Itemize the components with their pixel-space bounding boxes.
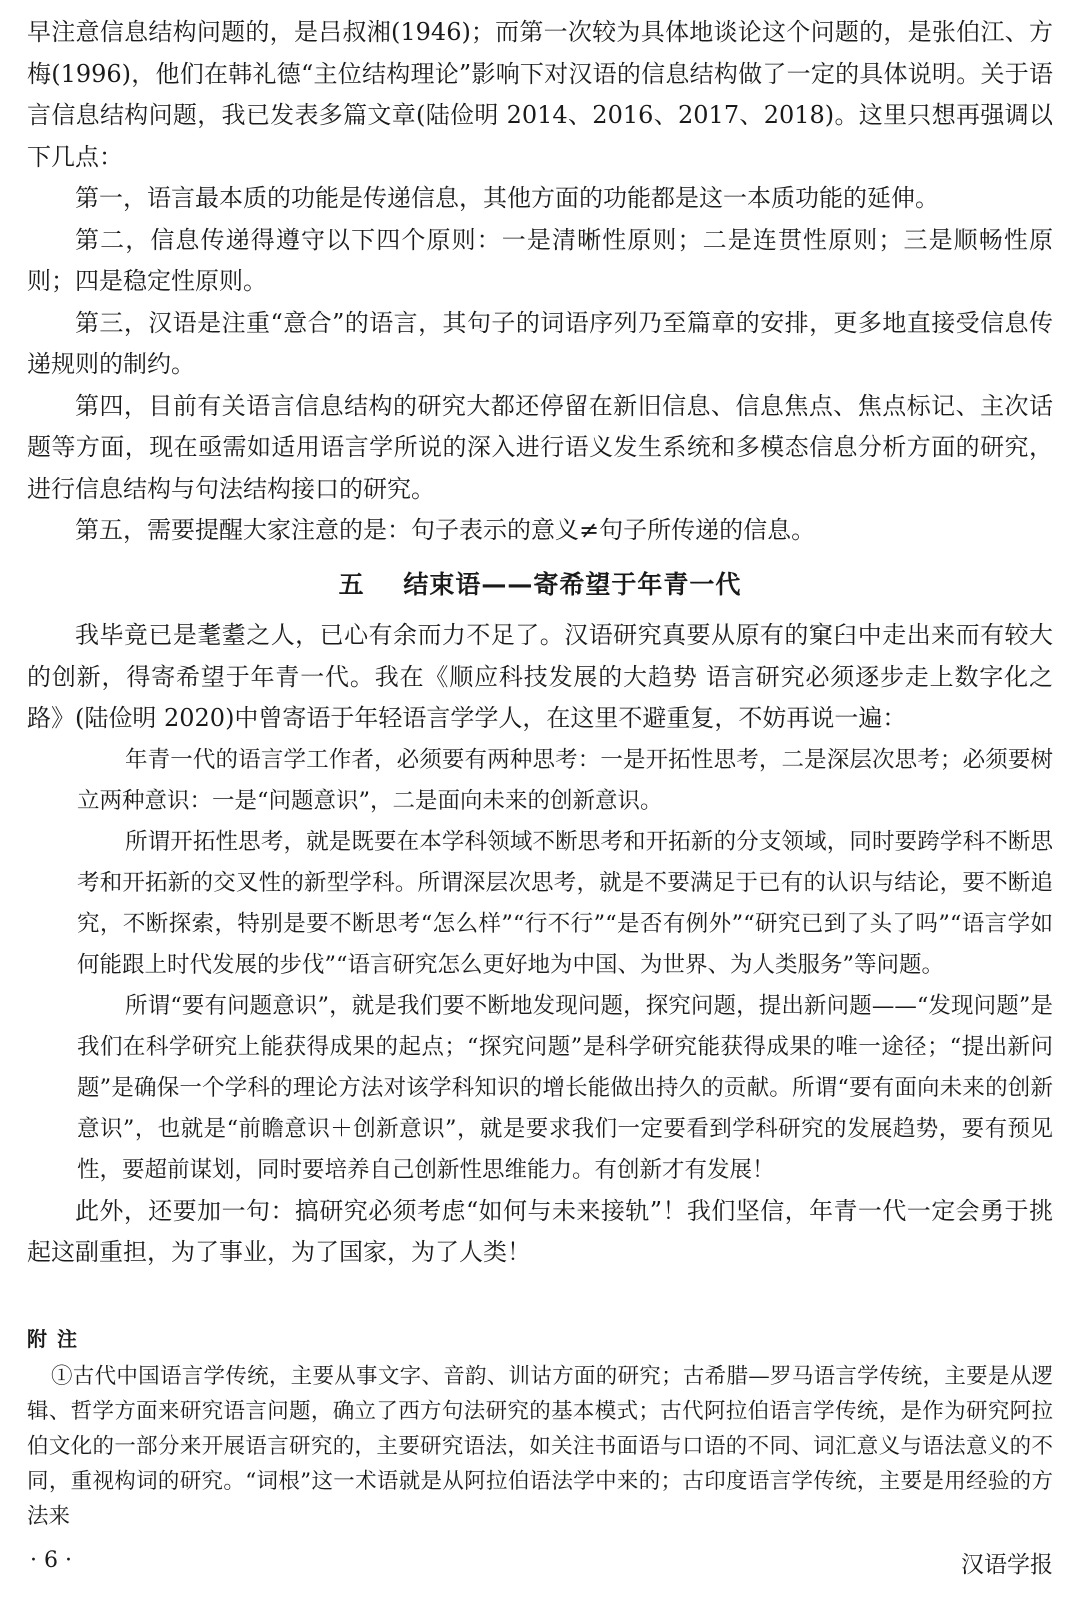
point-one: 第一，语言最本质的功能是传递信息，其他方面的功能都是这一本质功能的延伸。 [75, 184, 939, 212]
quote-paragraph-3: 所谓“要有问题意识”，就是我们要不断地发现问题，探究问题，提出新问题——“发现问题”是我们在科学研究上能获得成果的起点；“探究问题”是科学研究能获得成果的唯一途径；“提出新问题”是确保一个学科的理论方法对该学科知识的增长能做出持久的贡献。所谓“要有面向未来的创新意识”，也就是“前瞻意识＋创新意识”，就是要求我们一定要看到学科研究的发展趋势，要有预见性，要超前谋划，同时要培养自己创新性思维能力。有创新才有发展！ [77, 992, 1053, 1183]
footnotes [27, 1322, 1053, 1534]
point-three: 第三，汉语是注重“意合”的语言，其句子的词语序列乃至篇章的安排，更多地直接受信息传递规则的制约。 [27, 308, 1053, 378]
quote-paragraph-1: 年青一代的语言学工作者，必须要有两种思考：一是开拓性思考，二是深层次思考；必须要树立两种意识：一是“问题意识”，二是面向未来的创新意识。 [77, 746, 1053, 814]
section-number: 五 [338, 569, 365, 599]
section-heading [27, 564, 1053, 606]
note-1: ①古代中国语言学传统，主要从事文字、音韵、训诂方面的研究；古希腊—罗马语言学传统，主要是从逻辑、哲学方面来研究语言问题，确立了西方句法研究的基本模式；古代阿拉伯语言学传统，是作为研究阿拉伯文化的一部分来开展语言研究的，主要研究语法，如关注书面语与口语的不同、词汇意义与语法意义的不同，重视构词的研究。“词根”这一术语就是从阿拉伯语法学中来的；古印度语言学传统，主要是用经验的方法来 [27, 1364, 1053, 1529]
conclusion-intro: 我毕竟已是耄耋之人，已心有余而力不足了。汉语研究真要从原有的窠臼中走出来而有较大的创新，得寄希望于年青一代。我在《顺应科技发展的大趋势 语言研究必须逐步走上数字化之路》(陆俭明 2020)中曾寄语于年轻语言学学人，在这里不避重复，不妨再说一遍： [27, 621, 1053, 732]
journal-name: 汉语学报 [961, 1552, 1053, 1578]
conclusion-final: 此外，还要加一句：搞研究必须考虑“如何与未来接轨”！我们坚信，年青一代一定会勇于挑起这副重担，为了事业，为了国家，为了人类！ [27, 1196, 1053, 1266]
point-five: 第五，需要提醒大家注意的是：句子表示的意义≠句子所传递的信息。 [75, 516, 816, 544]
paragraph-continued: 早注意信息结构问题的，是吕叔湘(1946)；而第一次较为具体地谈论这个问题的，是张伯江、方梅(1996)，他们在韩礼德“主位结构理论”影响下对汉语的信息结构做了一定的具体说明。关于语言信息结构问题，我已发表多篇文章(陆俭明 2014、2016、2017、2018)。这里只想再强调以下几点： [27, 18, 1053, 171]
notes-heading: 附注 [27, 1327, 87, 1351]
quote-paragraph-2: 所谓开拓性思考，就是既要在本学科领域不断思考和开拓新的分支领域，同时要跨学科不断思考和开拓新的交叉性的新型学科。所谓深层次思考，就是不要满足于已有的认识与结论，要不断追究，不断探索，特别是要不断思考“怎么样”“行不行”“是否有例外”“研究已到了头了吗”“语言学如何能跟上时代发展的步伐”“语言研究怎么更好地为中国、为世界、为人类服务”等问题。 [77, 828, 1053, 978]
point-four: 第四，目前有关语言信息结构的研究大都还停留在新旧信息、信息焦点、焦点标记、主次话题等方面，现在亟需如适用语言学所说的深入进行语义发生系统和多模态信息分析方面的研究，进行信息结构与句法结构接口的研究。 [27, 391, 1053, 503]
main-text [27, 12, 1053, 1274]
section-title: 结束语——寄希望于年青一代 [403, 569, 742, 599]
point-two: 第二，信息传递得遵守以下四个原则：一是清晰性原则；二是连贯性原则；三是顺畅性原则；四是稳定性原则。 [27, 225, 1053, 295]
page-number: · 6 · [30, 1548, 72, 1573]
